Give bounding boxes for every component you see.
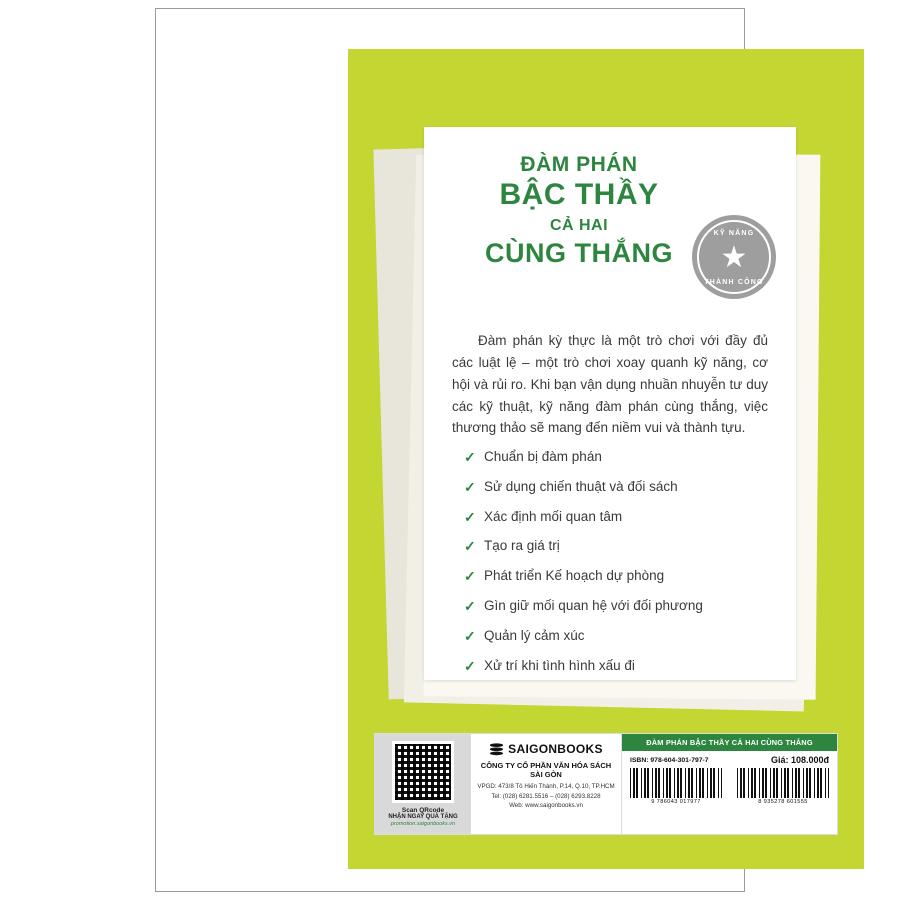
- list-item-label: Sử dụng chiến thuật và đối sách: [484, 478, 678, 494]
- barcode-bars-icon: [630, 768, 722, 798]
- list-item-label: Gìn giữ mối quan hệ với đối phương: [484, 597, 703, 613]
- list-item-label: Chuẩn bị đàm phán: [484, 449, 602, 464]
- publisher-phone: Tel: (028) 6281.5516 – (028) 6293.8228: [491, 792, 601, 800]
- stacked-books-icon: [489, 743, 504, 756]
- qr-caption-url: promotion.saigonbooks.vn: [390, 821, 456, 827]
- image-frame: [155, 8, 829, 892]
- check-icon: ✓: [464, 508, 476, 525]
- check-icon: ✓: [464, 597, 476, 614]
- barcode-ean: [737, 768, 829, 805]
- publisher-logo: [477, 742, 615, 756]
- isbn-row: [622, 751, 837, 765]
- qr-caption-scan: Scan QRcode: [401, 807, 445, 814]
- seal-bottom-text: THÀNH CÔNG: [704, 279, 764, 286]
- title-line-2: BẬC THẦY: [499, 178, 659, 212]
- qr-panel: [375, 734, 471, 834]
- publisher-company: CÔNG TY CỔ PHẦN VĂN HÓA SÁCH SÀI GÒN: [480, 761, 612, 779]
- barcode-group: [622, 765, 837, 805]
- publisher-address: VPGD: 473/8 Tô Hiến Thành, P.14, Q.10, TP.HCM: [477, 783, 615, 790]
- trophy-person-icon: ★: [720, 241, 748, 274]
- list-item: [464, 598, 784, 615]
- book-back-cover: [348, 49, 864, 869]
- book-title-block: [454, 153, 704, 269]
- check-icon: ✓: [464, 478, 476, 495]
- publisher-web: Web: www.saigonbooks.vn: [509, 802, 583, 810]
- title-line-1: ĐÀM PHÁN: [520, 153, 638, 176]
- list-item-label: Xác định mối quan tâm: [484, 508, 623, 524]
- title-line-4: CÙNG THẮNG: [485, 237, 673, 268]
- list-item: [464, 628, 784, 645]
- list-item: [464, 658, 784, 675]
- list-item-label: Xử trí khi tình hình xấu đi: [484, 657, 635, 673]
- qr-caption-gift: NHẬN NGAY QUÀ TẶNG: [388, 814, 458, 820]
- isbn-number: ISBN: 978-604-301-797-7: [630, 756, 709, 764]
- isbn-panel: [621, 734, 837, 834]
- list-item: [464, 479, 784, 496]
- qr-code-icon: [392, 741, 454, 803]
- barcode-right-number: 8 935278 601555: [758, 799, 808, 805]
- seal-top-text: KỸ NĂNG: [713, 230, 755, 237]
- list-item-label: Phát triển Kế hoạch dự phòng: [484, 568, 665, 584]
- feature-bullet-list: [464, 449, 784, 687]
- check-icon: ✓: [464, 568, 476, 585]
- footer-strip: [374, 733, 838, 835]
- list-item-label: Quản lý cảm xúc: [484, 627, 585, 643]
- list-item: [464, 449, 784, 466]
- barcode-isbn: [630, 768, 722, 805]
- list-item: [464, 509, 784, 526]
- check-icon: ✓: [464, 538, 476, 555]
- barcode-left-number: 9 786043 017977: [651, 799, 701, 805]
- price-label: Giá: 108.000đ: [770, 755, 829, 765]
- content-card: [424, 127, 796, 680]
- publisher-logo-text: SAIGONBOOKS: [508, 742, 603, 756]
- isbn-banner-title: ĐÀM PHÁN BẬC THẦY CẢ HAI CÙNG THẮNG: [622, 734, 837, 751]
- check-icon: ✓: [464, 627, 476, 644]
- check-icon: ✓: [464, 449, 476, 465]
- skill-seal-badge: [692, 215, 776, 299]
- list-item-label: Tạo ra giá trị: [484, 538, 560, 554]
- publisher-panel: [471, 734, 621, 834]
- list-item: [464, 568, 784, 585]
- list-item: [464, 538, 784, 555]
- check-icon: ✓: [464, 657, 476, 674]
- intro-paragraph: Đàm phán kỳ thực là một trò chơi với đầy đủ các luật lệ – một trò chơi xoay quanh kỹ năng, cơ hội và rủi ro. Khi bạn vận dụng nhuần nhuyễn tư duy các kỹ thuật, kỹ năng đàm phán cùng thắng, việc thương thảo sẽ mang đến niềm vui và thành tựu.: [452, 333, 768, 436]
- title-line-3: CẢ HAI: [549, 216, 609, 234]
- barcode-bars-icon: [737, 768, 829, 798]
